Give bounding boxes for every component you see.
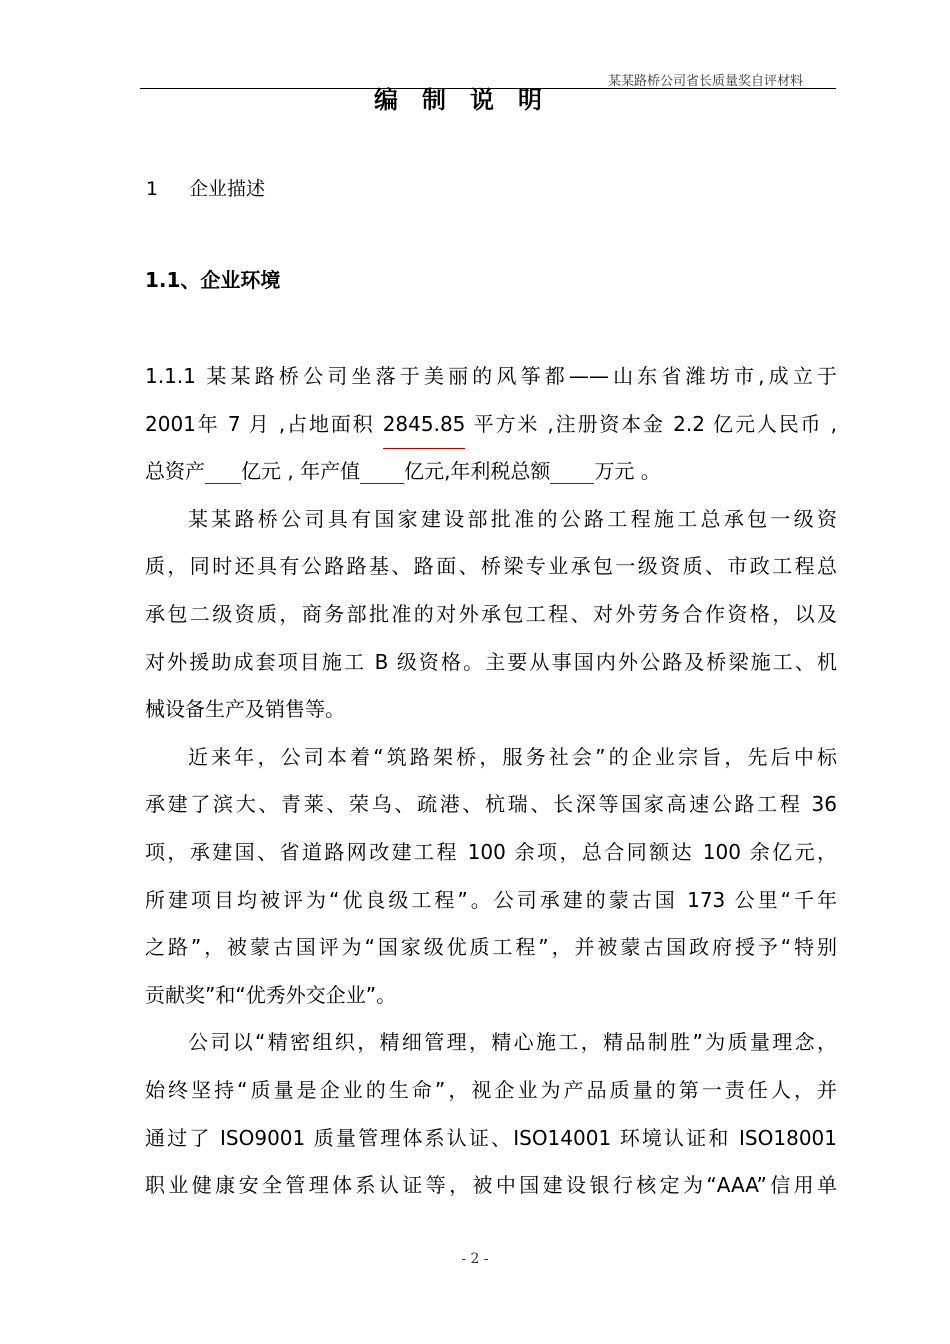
text-line: 承建了滨大、青莱、荣乌、疏港、杭瑞、长深等国家高速公路工程 36 xyxy=(145,792,837,817)
blank-field xyxy=(205,482,241,484)
blank-field xyxy=(550,482,594,484)
running-header: 某某路桥公司省长质量奖自评材料 xyxy=(608,74,804,89)
paragraph-4 xyxy=(145,1019,837,1209)
paragraph-1 xyxy=(145,353,837,496)
text-line: 质，同时还具有公路路基、路面、桥梁专业承包一级资质、市政工程总 xyxy=(145,554,837,579)
paragraph-2 xyxy=(145,496,837,734)
text-line: 贡献奖”和“优秀外交企业”。 xyxy=(145,982,397,1007)
text-line: 职业健康安全管理体系认证等，被中国建设银行核定为“AAA”信用单 xyxy=(145,1173,837,1198)
section-1-heading xyxy=(146,174,265,201)
text-line: 1.1.1 某某路桥公司坐落于美丽的风筝都——山东省潍坊市,成立于 xyxy=(145,364,837,388)
text-line: 项，承建国、省道路网改建工程 100 余项，总合同额达 100 余亿元， xyxy=(145,839,837,864)
section-1-1-heading: 1.1、企业环境 xyxy=(145,268,281,292)
text-line: 公司以“精密组织，精细管理，精心施工，精品制胜”为质量理念， xyxy=(188,1030,837,1055)
body-text xyxy=(145,353,837,1210)
section-number: 1 xyxy=(146,178,159,200)
text-line: 始终坚持“质量是企业的生命”，视企业为产品质量的第一责任人，并 xyxy=(145,1077,837,1102)
text-line: 承包二级资质，商务部批准的对外承包工程、对外劳务合作资格，以及 xyxy=(145,601,837,626)
document-title: 编制说明 xyxy=(374,86,566,114)
text-line: 之路”，被蒙古国评为“国家级优质工程”，并被蒙古国政府授予“特别 xyxy=(145,935,837,960)
text-line: 总资产 亿元 , 年产值 亿元,年利税总额 万元 。 xyxy=(145,459,661,484)
text-line: 通过了 ISO9001 质量管理体系认证、ISO14001 环境认证和 ISO18001 xyxy=(145,1125,837,1150)
blank-field xyxy=(360,482,404,484)
page-number: - 2 - xyxy=(461,1251,489,1267)
text-line: 近来年，公司本着“筑路架桥，服务社会”的企业宗旨，先后中标 xyxy=(188,744,837,769)
paragraph-3 xyxy=(145,734,837,1020)
text-line: 所建项目均被评为“优良级工程”。公司承建的蒙古国 173 公里“千年 xyxy=(145,887,837,912)
section-label: 企业描述 xyxy=(189,178,266,200)
text-line: 械设备生产及销售等。 xyxy=(145,697,345,722)
underlined-value: 2845.85 xyxy=(383,401,466,450)
text-line: 某某路桥公司具有国家建设部批准的公路工程施工总承包一级资 xyxy=(188,506,837,531)
text-line: 2001年 7 月 ,占地面积 2845.85 平方米 ,注册资本金 2.2 亿元人民币 , xyxy=(145,401,837,449)
text-line: 对外援助成套项目施工 B 级资格。主要从事国内外公路及桥梁施工、机 xyxy=(145,649,837,674)
